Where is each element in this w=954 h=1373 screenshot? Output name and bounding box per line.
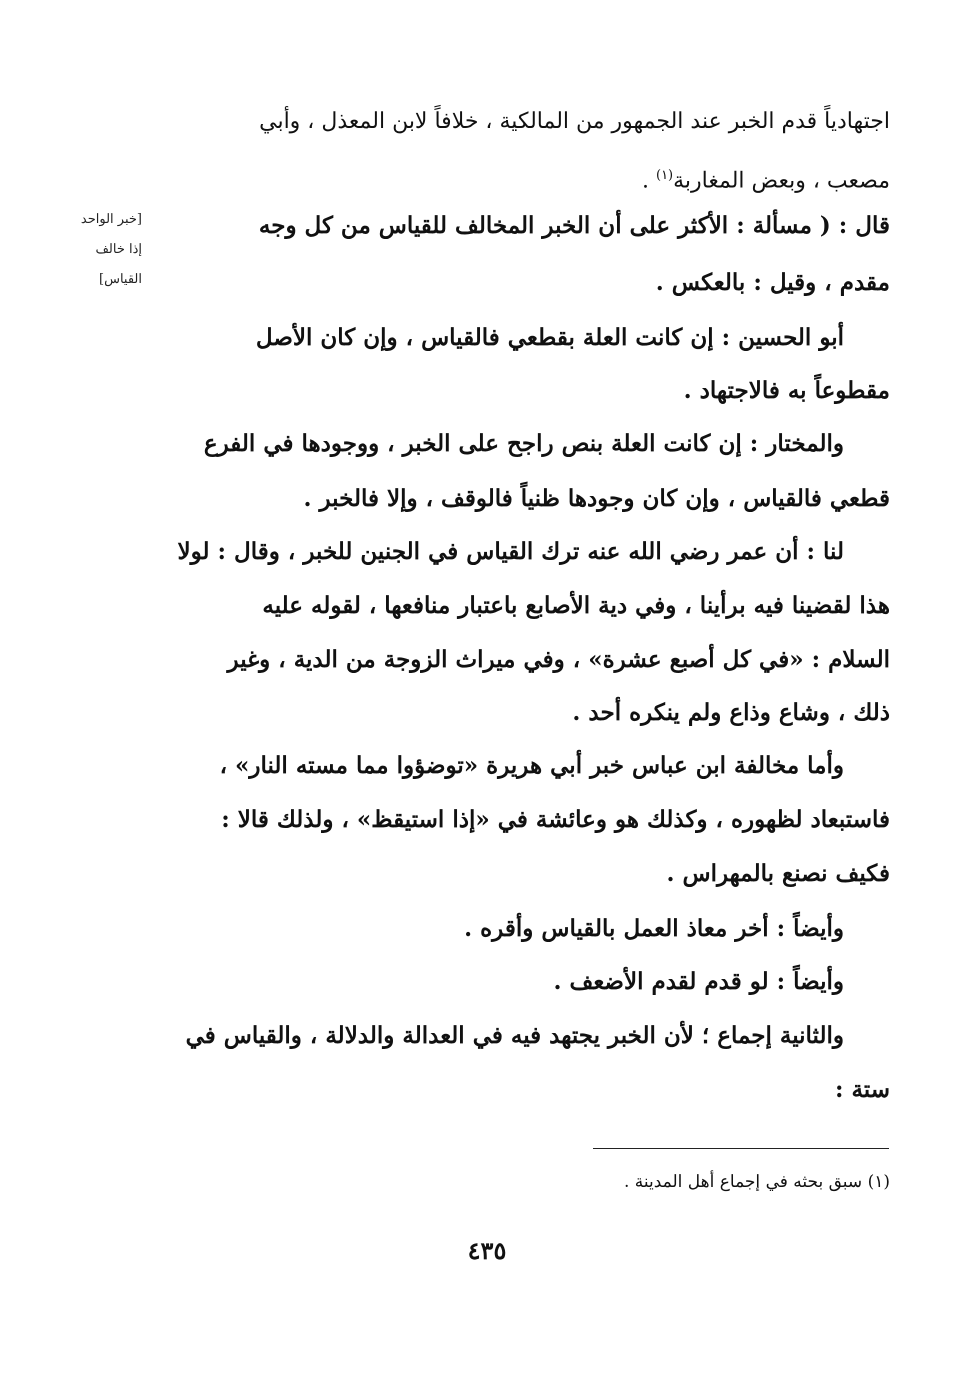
text-line: فاستبعاد لظهوره ، وكذلك هو وعائشة في «إذا استيقظ» ، ولذلك قالا :	[221, 806, 890, 833]
text-line: اجتهادياً قدم الخبر عند الجمهور من المالكية ، خلافاً لابن المعذل ، وأبي	[259, 109, 890, 134]
text-line: والثانية إجماع ؛ لأن الخبر يجتهد فيه في العدالة والدلالة ، والقياس في	[185, 1022, 844, 1049]
text-line-body: مصعب ، وبعض المغاربة	[673, 168, 890, 194]
text-line: وأيضاً : أخر معاذ العمل بالقياس وأقره .	[464, 915, 844, 942]
footnote-reference: (١)	[655, 168, 674, 183]
margin-note	[50, 205, 142, 295]
text-line: مقدم ، وقيل : بالعكس .	[655, 269, 890, 296]
text-line: لنا : أن عمر رضي الله عنه ترك القياس في الجنين للخبر ، وقال : لولا	[177, 538, 844, 565]
page-number: ٤٣٥	[467, 1236, 507, 1265]
text-line	[136, 156, 890, 201]
text-line: قال : ( مسألة : الأكثر على أن الخبر المخالف للقياس من كل وجه	[258, 212, 890, 239]
margin-note-line: [خبر الواحد	[80, 212, 142, 227]
text-line: وأيضاً : لو قدم لقدم الأضعف .	[553, 968, 844, 995]
text-line: أبو الحسين : إن كانت العلة بقطعي فالقياس ، وإن كان الأصل	[255, 324, 844, 351]
footnote-divider	[593, 1148, 889, 1149]
text-line: فكيف نصنع بالمهراس .	[666, 860, 890, 887]
margin-note-line: القياس]	[99, 272, 142, 287]
text-line: والمختار : إن كانت العلة بنص راجح على الخبر ، ووجودها في الفرع	[203, 430, 844, 457]
text-line: هذا لقضينا فيه برأينا ، وفي دية الأصابع باعتبار منافعها ، لقوله عليه	[262, 592, 890, 619]
text-line: وأما مخالفة ابن عباس خبر أبي هريرة «توضؤوا مما مسته النار» ،	[219, 752, 844, 779]
text-line: ذلك ، وشاع وذاع ولم ينكره أحد .	[572, 699, 890, 726]
text-line-end: .	[641, 168, 656, 194]
text-line: مقطوعاً به فالاجتهاد .	[683, 377, 890, 404]
margin-note-line: إذا خالف	[95, 242, 142, 257]
footnote: (١) سبق بحثه في إجماع أهل المدينة .	[623, 1172, 890, 1192]
text-line: السلام : «في كل أصبع عشرة» ، وفي ميراث الزوجة من الدية ، وغير	[227, 646, 890, 673]
text-line: ستة :	[834, 1076, 890, 1103]
text-line: قطعي فالقياس ، وإن كان وجودها ظنياً فالوقف ، وإلا فالخبر .	[303, 485, 890, 512]
